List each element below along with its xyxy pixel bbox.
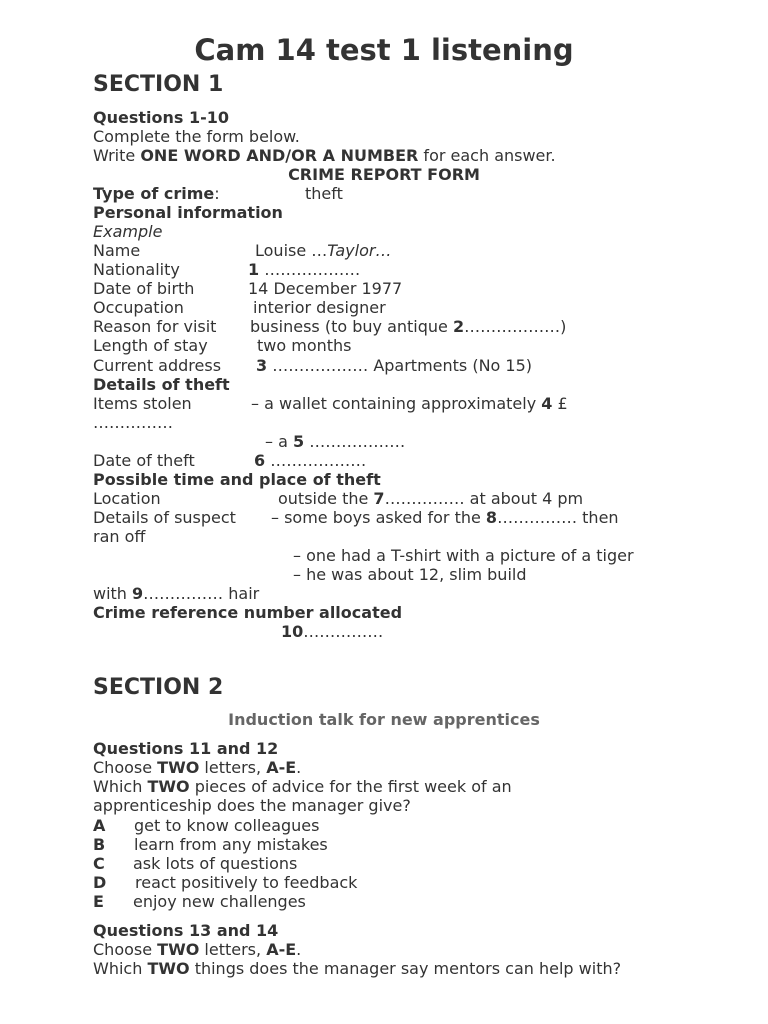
form-label-current-address: Current address [93,356,222,375]
section-1-heading: SECTION 1 [93,72,224,97]
questions-13-14-heading: Questions 13 and 14 [93,921,279,940]
option-item: C ask lots of questions [93,854,298,873]
form-value-location: outside the 7…………… at about 4 pm [278,489,584,508]
form-label-name: Name [93,241,141,260]
form-value-nationality: 1 ……………… [248,260,361,279]
form-value-items-stolen: – a wallet containing approximately 4 £ [251,394,568,413]
details-of-theft-heading: Details of theft [93,375,230,394]
form-label-location: Location [93,489,161,508]
form-value-name: Louise …Taylor… [255,241,392,260]
form-value-details-of-suspect-wrap: ran off [93,527,146,546]
form-value-reason-for-visit: business (to buy antique 2………………) [250,317,567,336]
form-label-date-of-theft: Date of theft [93,451,195,470]
form-label-length-of-stay: Length of stay [93,336,208,355]
form-value-hair: with 9…………… hair [93,584,260,603]
form-value-items-stolen-wrap: …………… [93,413,173,432]
question-text: Which TWO pieces of advice for the first week of an [93,777,512,796]
form-value-occupation: interior designer [253,298,386,317]
example-label: Example [93,222,163,241]
possible-time-place-heading: Possible time and place of theft [93,470,381,489]
form-label-items-stolen: Items stolen [93,394,192,413]
question-text: Which TWO things does the manager say mentors can help with? [93,959,622,978]
questions-11-12-heading: Questions 11 and 12 [93,739,279,758]
form-value-current-address: 3 ……………… Apartments (No 15) [256,356,533,375]
form-value-date-of-theft: 6 ……………… [254,451,367,470]
form-row-type-of-crime: Type of crime: [93,184,220,203]
question-text-wrap: apprenticeship does the manager give? [93,796,411,815]
form-value-build: – he was about 12, slim build [293,565,527,584]
form-value-items-stolen-2: – a 5 ……………… [265,432,406,451]
instruction-line: Write ONE WORD AND/OR A NUMBER for each answer. [93,146,556,165]
crime-reference-heading: Crime reference number allocated [93,603,403,622]
personal-information-heading: Personal information [93,203,283,222]
form-label-reason-for-visit: Reason for visit [93,317,217,336]
form-label-date-of-birth: Date of birth [93,279,195,298]
form-value-crime-reference: 10…………… [281,622,384,641]
form-value-date-of-birth: 14 December 1977 [248,279,403,298]
section-2-subtitle: Induction talk for new apprentices [228,710,540,729]
option-item: A get to know colleagues [93,816,320,835]
form-value-type-of-crime: theft [305,184,343,203]
option-item: E enjoy new challenges [93,892,306,911]
form-title: CRIME REPORT FORM [288,165,480,184]
page-title: Cam 14 test 1 listening [194,33,574,67]
form-label-details-of-suspect: Details of suspect [93,508,236,527]
instruction-line: Choose TWO letters, A-E. [93,940,302,959]
section-2-heading: SECTION 2 [93,675,224,700]
form-value-details-of-suspect: – some boys asked for the 8…………… then [271,508,619,527]
instruction-line: Complete the form below. [93,127,300,146]
form-value-tiger: – one had a T-shirt with a picture of a tiger [293,546,634,565]
form-label-occupation: Occupation [93,298,184,317]
option-item: D react positively to feedback [93,873,358,892]
form-label-nationality: Nationality [93,260,180,279]
option-item: B learn from any mistakes [93,835,328,854]
questions-1-10-heading: Questions 1-10 [93,108,230,127]
instruction-line: Choose TWO letters, A-E. [93,758,302,777]
form-value-length-of-stay: two months [257,336,352,355]
